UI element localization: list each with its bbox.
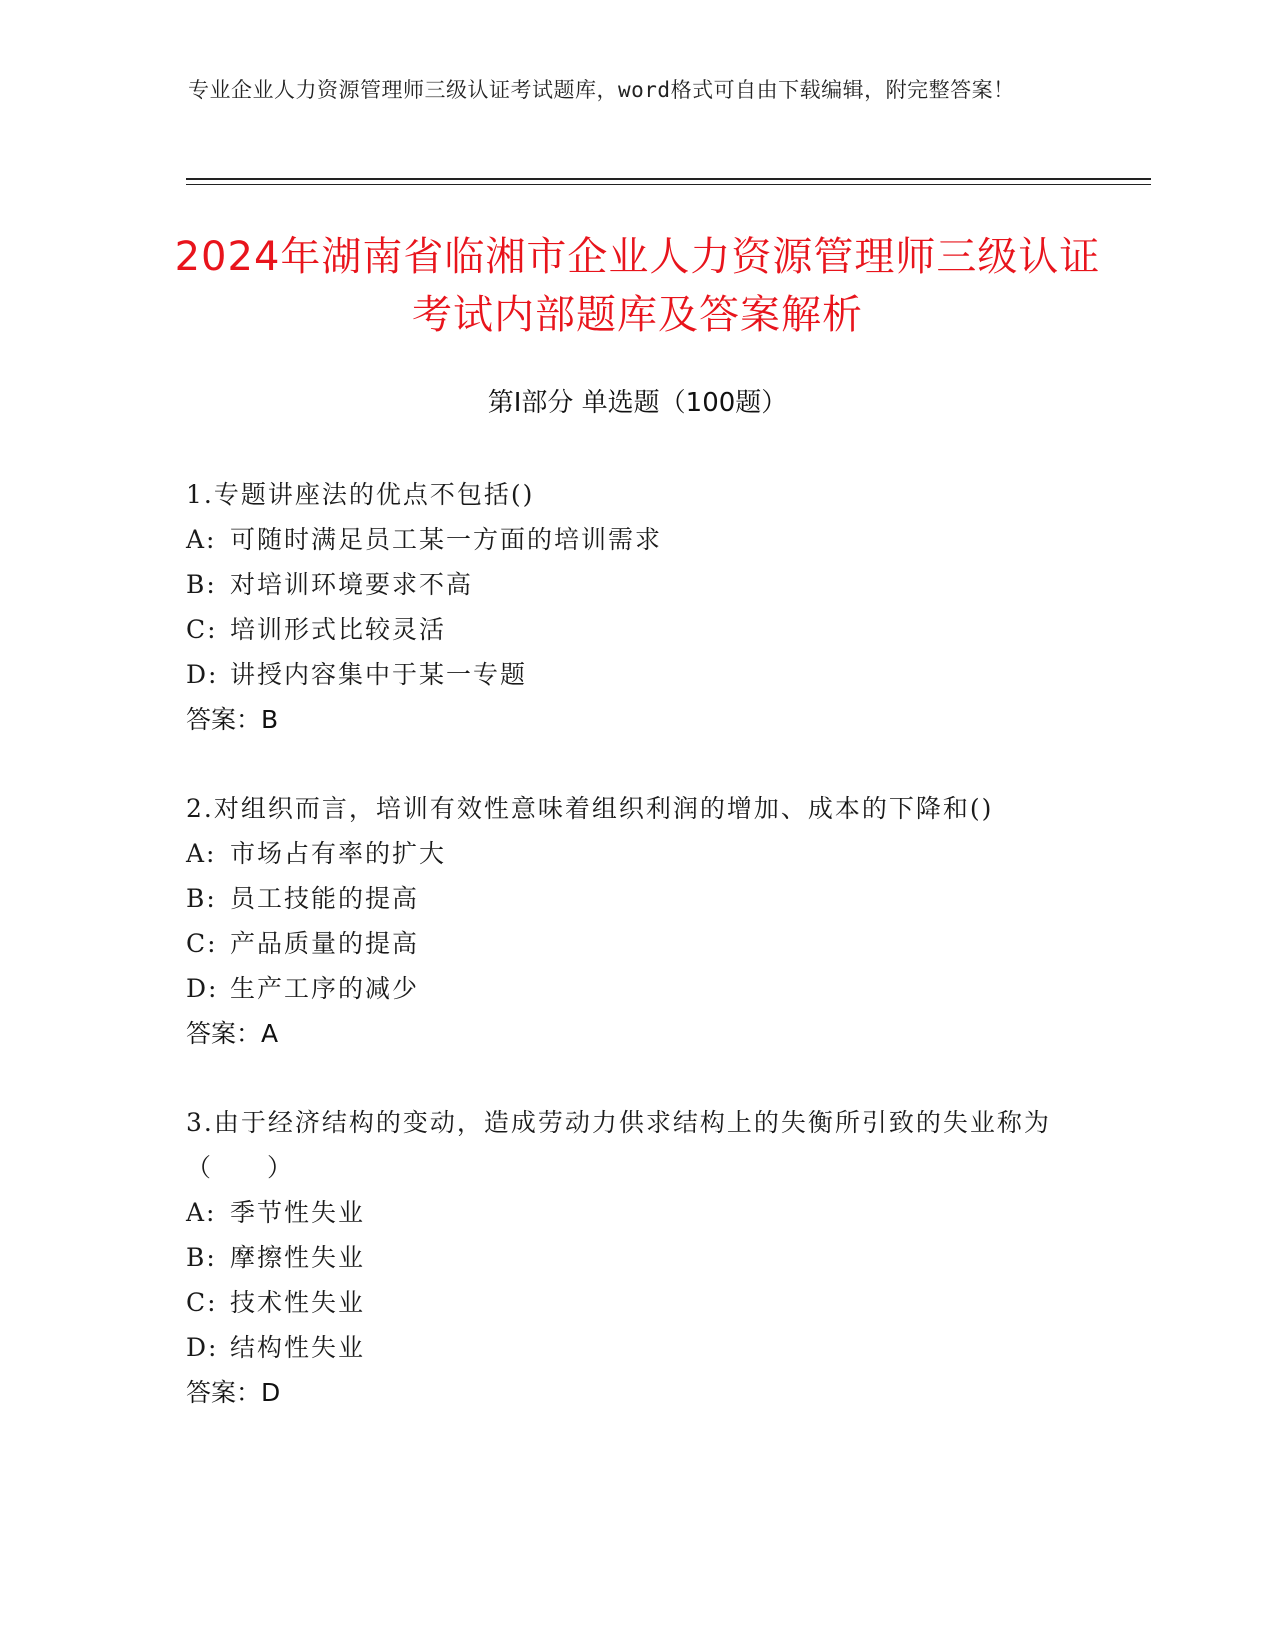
option-d [186,966,1086,1011]
option-d [186,1325,1086,1370]
option-key: C: [186,1288,218,1317]
question-stem: 1.专题讲座法的优点不包括() [186,480,535,509]
option-b [186,562,1086,607]
section-title: 第Ⅰ部分 单选题（100题） [487,388,788,418]
document-title: 2024年湖南省临湘市企业人力资源管理师三级认证考试内部题库及答案解析 [174,234,1101,338]
option-key: A: [186,525,217,554]
option-text: 对培训环境要求不高 [230,570,474,599]
option-key: D: [186,974,219,1003]
option-text: 季节性失业 [230,1198,366,1227]
option-key: A: [186,839,217,868]
answer-line: 答案：B [186,705,279,734]
option-a [186,517,1086,562]
option-text: 结构性失业 [230,1333,366,1362]
option-text: 摩擦性失业 [230,1243,366,1272]
option-key: A: [186,1198,217,1227]
option-text: 可随时满足员工某一方面的培训需求 [230,525,663,554]
question-item [186,1100,1086,1415]
answer-line: 答案：D [186,1378,281,1407]
answer-line: 答案：A [186,1019,279,1048]
header-divider-thin [186,184,1151,185]
option-text: 员工技能的提高 [230,884,420,913]
option-a [186,831,1086,876]
header-note: 专业企业人力资源管理师三级认证考试题库，word格式可自由下载编辑，附完整答案！ [188,78,1015,102]
option-text: 产品质量的提高 [230,929,420,958]
option-text: 讲授内容集中于某一专题 [230,660,528,689]
option-b [186,1235,1086,1280]
option-key: D: [186,1333,219,1362]
option-key: B: [186,884,217,913]
option-text: 培训形式比较灵活 [230,615,447,644]
question-stem: 2.对组织而言，培训有效性意味着组织利润的增加、成本的下降和() [186,794,994,823]
option-a [186,1190,1086,1235]
option-c [186,607,1086,652]
question-list [186,472,1086,1459]
option-key: C: [186,929,218,958]
option-text: 市场占有率的扩大 [230,839,447,868]
option-text: 技术性失业 [230,1288,366,1317]
option-c [186,1280,1086,1325]
header-divider-thick [186,178,1151,180]
option-key: C: [186,615,218,644]
option-key: D: [186,660,219,689]
option-b [186,876,1086,921]
option-key: B: [186,570,217,599]
option-c [186,921,1086,966]
question-stem: 3.由于经济结构的变动，造成劳动力供求结构上的失衡所引致的失业称为（ ） [186,1108,1051,1182]
question-item [186,472,1086,742]
option-text: 生产工序的减少 [230,974,420,1003]
option-key: B: [186,1243,217,1272]
option-d [186,652,1086,697]
question-item [186,786,1086,1056]
